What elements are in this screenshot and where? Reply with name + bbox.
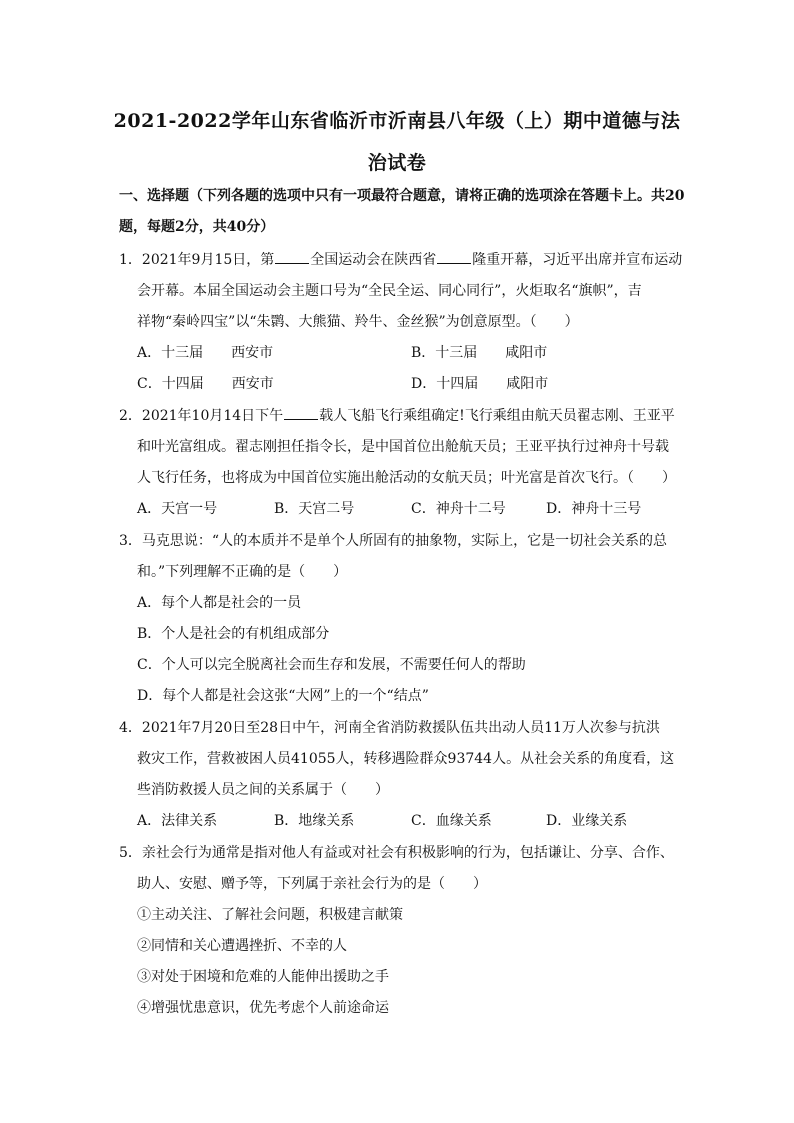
- q5-line1: 5．亲社会行为通常是指对他人有益或对社会有积极影响的行为，包括谦让、分享、合作、: [119, 845, 674, 861]
- exam-title-line1: 2021-2022学年山东省临沂市沂南县八年级（上）期中道德与法: [113, 110, 681, 132]
- q3-line2: 和。”下列理解不正确的是（ ）: [137, 564, 348, 580]
- section-heading: [119, 181, 689, 243]
- q5-item-3: ③对处于困境和危难的人能伸出援助之手: [137, 969, 389, 985]
- q1-option-d: D．十四届 咸阳市: [411, 376, 549, 392]
- q4-option-c: C．血缘关系: [411, 813, 492, 829]
- q2-line3: 人飞行任务，也将成为中国首位实施出舱活动的女航天员；叶光富是首次飞行。（ ）: [137, 470, 676, 486]
- q2-text-b: 载人飞船飞行乘组确定!飞行乘组由航天员翟志刚、王亚平: [319, 408, 675, 424]
- q5-item-1: ①主动关注、了解社会问题，积极建言献策: [137, 907, 403, 923]
- q5-item-2: ②同情和关心遭遇挫折、不幸的人: [137, 938, 347, 954]
- q1-option-a: A．十三届 西安市: [137, 345, 274, 361]
- q3-option-a: A．每个人都是社会的一员: [137, 595, 302, 611]
- q3-option-c: C．个人可以完全脱离社会而生存和发展，不需要任何人的帮助: [137, 657, 526, 673]
- q1-option-b: B．十三届 咸阳市: [411, 345, 548, 361]
- q3-line1: 3．马克思说：“人的本质并不是单个人所固有的抽象物，实际上，它是一切社会关系的总: [119, 533, 668, 549]
- q1-text-b: 全国运动会在陕西省: [310, 252, 437, 268]
- q4-line3: 些消防救援人员之间的关系属于（ ）: [137, 782, 389, 798]
- q4-option-d: D．业缘关系: [546, 813, 628, 829]
- q1-text-a: 1．2021年9月15日，第: [119, 252, 275, 268]
- q1-text-c: 隆重开幕，习近平出席并宣布运动: [472, 252, 683, 268]
- q2-option-d: D．神舟十三号: [546, 501, 642, 517]
- q2-blank-1: [284, 405, 318, 420]
- exam-title-line2: 治试卷: [367, 152, 427, 174]
- q4-line1: 4．2021年7月20日至28日中午，河南全省消防救援队伍共出动人员11万人次参与抗洪: [119, 720, 660, 736]
- q2-line1: [119, 405, 675, 425]
- q1-blank-1: [275, 249, 309, 264]
- q4-line2: 救灾工作，营救被困人员41055人，转移遇险群众93744人。从社会关系的角度看，这: [137, 751, 675, 767]
- q2-option-b: B．天宫二号: [274, 501, 355, 517]
- q5-line2: 助人、安慰、赠予等，下列属于亲社会行为的是（ ）: [137, 876, 487, 892]
- q2-option-a: A．天宫一号: [137, 501, 218, 517]
- q3-option-b: B．个人是社会的有机组成部分: [137, 626, 330, 642]
- q4-option-a: A．法律关系: [137, 813, 218, 829]
- q5-item-4: ④增强忧患意识，优先考虑个人前途命运: [137, 1000, 389, 1016]
- q2-text-a: 2．2021年10月14日下午: [119, 408, 284, 424]
- q3-option-d: D．每个人都是社会这张“大网”上的一个“结点”: [137, 688, 429, 704]
- q1-line2: 会开幕。本届全国运动会主题口号为“全民全运、同心同行”，火炬取名“旗帜”，吉: [137, 283, 642, 299]
- section-heading-line1: 一、选择题（下列各题的选项中只有一项最符合题意，请将正确的选项涂在答题卡上。共20: [119, 188, 685, 204]
- q1-line1: [119, 249, 682, 269]
- q4-option-b: B．地缘关系: [274, 813, 355, 829]
- q1-option-c: C．十四届 西安市: [137, 376, 274, 392]
- section-heading-line2: 题，每题2分，共40分）: [119, 219, 275, 235]
- q1-blank-2: [437, 249, 471, 264]
- q2-option-c: C．神舟十二号: [411, 501, 506, 517]
- q2-line2: 和叶光富组成。翟志刚担任指令长，是中国首位出舱航天员；王亚平执行过神舟十号载: [137, 439, 669, 455]
- q1-line3: 祥物“秦岭四宝”以“朱鹮、大熊猫、羚牛、金丝猴”为创意原型。（ ）: [137, 314, 579, 330]
